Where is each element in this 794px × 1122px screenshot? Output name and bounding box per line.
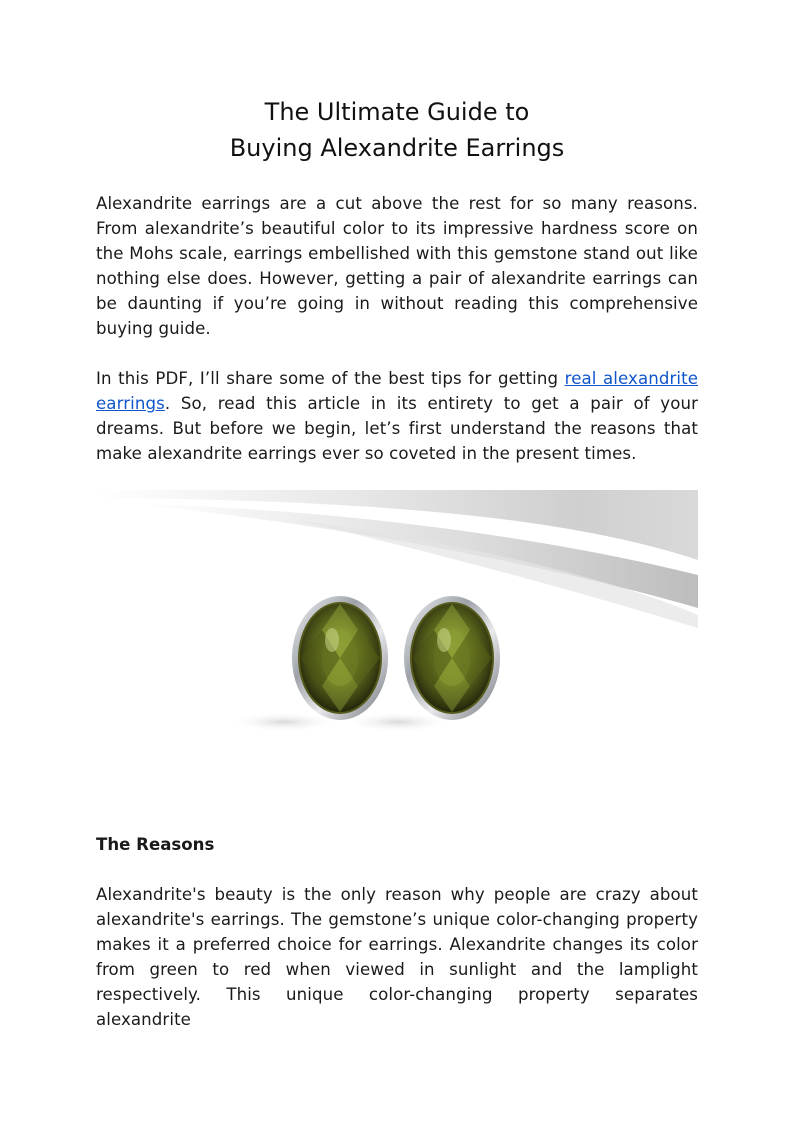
title-line-2: Buying Alexandrite Earrings (229, 134, 565, 162)
second-paragraph (96, 366, 698, 466)
earrings-product-image (96, 490, 698, 760)
earrings-illustration (96, 490, 698, 760)
title-line-1: The Ultimate Guide to (264, 98, 530, 126)
reasons-paragraph: Alexandrite's beauty is the only reason why people are crazy about alexandrite's earrings. The gemstone’s unique color-changing property makes it a preferred choice for earrings. Alexandrite changes its color from green to red when viewed in sunlight and the lamplight respectively. This unique color-changing property separates alexandrite (96, 885, 698, 1029)
second-paragraph-text-before: In this PDF, I’ll share some of the best tips for getting (96, 369, 565, 388)
real-alexandrite-earrings-link[interactable]: real alexandrite earrings (96, 369, 699, 413)
page-title (96, 94, 698, 166)
intro-paragraph: Alexandrite earrings are a cut above the rest for so many reasons. From alexandrite’s beautiful color to its impressive hardness score on the Mohs scale, earrings embellished with this gemstone stand out like nothing else does. However, getting a pair of alexandrite earrings can be daunting if you’re going in without reading this comprehensive buying guide. (96, 194, 698, 338)
left-earring (292, 596, 388, 720)
section-heading-the-reasons: The Reasons (96, 835, 215, 854)
right-earring (404, 596, 500, 720)
second-paragraph-text-after: . So, read this article in its entirety to get a pair of your dreams. But before we begin, let’s first understand the reasons that make alexandrite earrings ever so coveted in the present times. (96, 394, 698, 463)
